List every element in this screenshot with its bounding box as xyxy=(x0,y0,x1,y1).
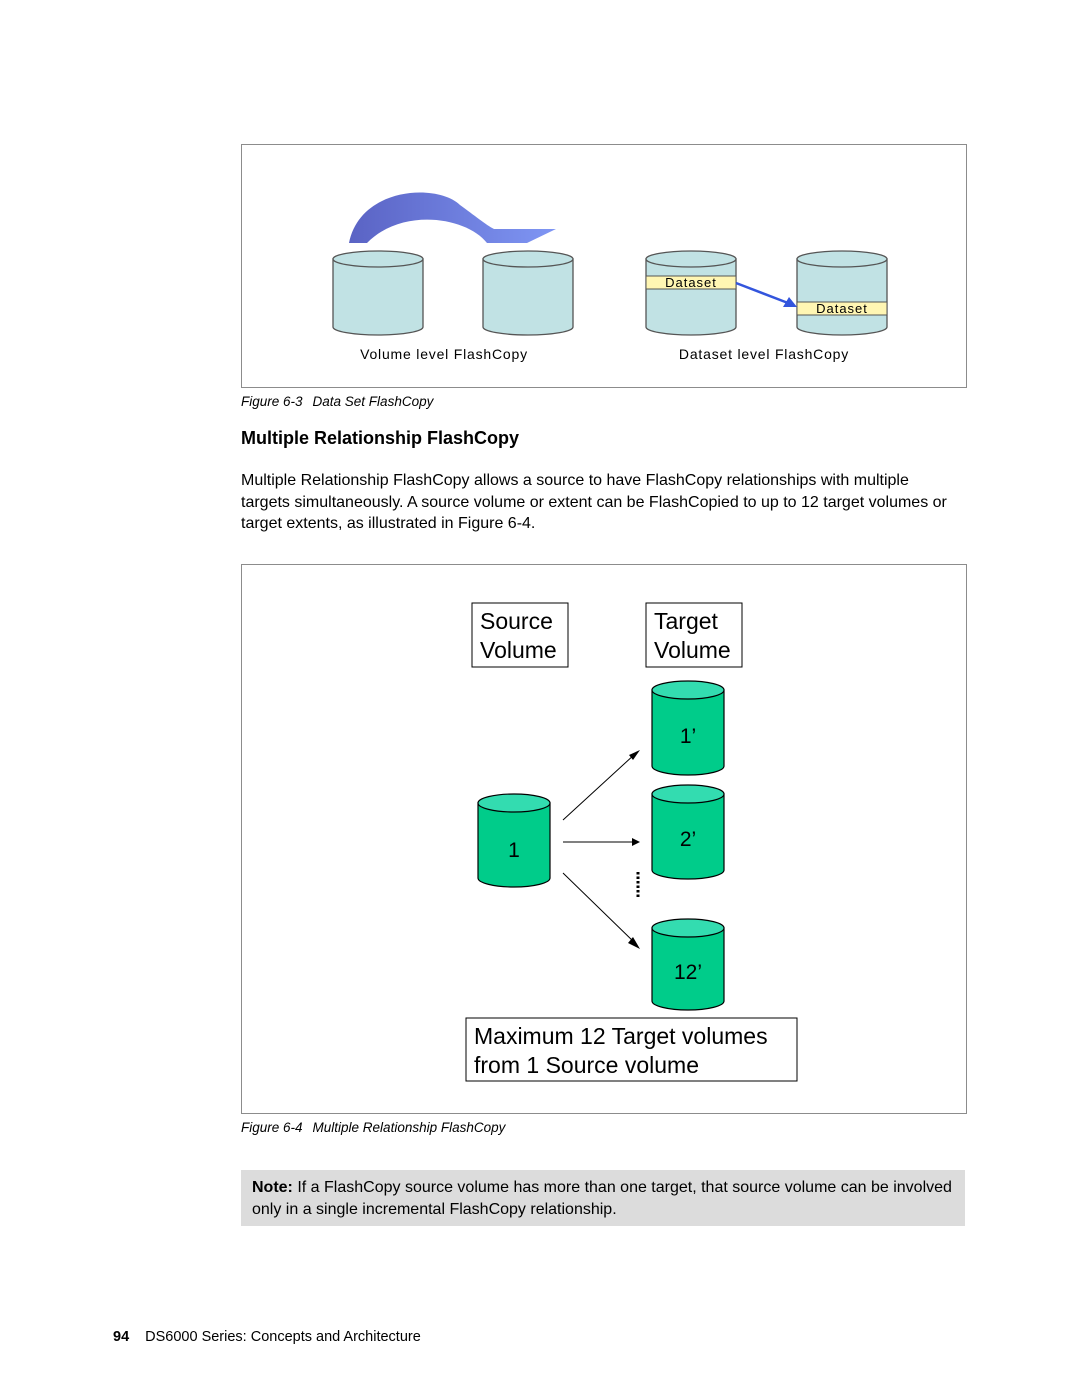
target-cylinder-2 xyxy=(652,785,724,879)
note-box xyxy=(241,1170,965,1226)
figure-6-3-caption xyxy=(241,394,433,409)
figure-6-4-title: Multiple Relationship FlashCopy xyxy=(312,1120,506,1135)
maximum-line-1: Maximum 12 Target volumes xyxy=(474,1023,768,1049)
dataset-cylinder-source xyxy=(646,251,736,335)
target-cylinder-1 xyxy=(652,681,724,775)
page-footer xyxy=(113,1329,421,1345)
figure-6-3-number: Figure 6-3 xyxy=(241,394,303,409)
target-cylinder-12 xyxy=(652,919,724,1010)
source-cylinder xyxy=(478,794,550,887)
target-cylinder-2-label: 2’ xyxy=(679,828,697,851)
page-number: 94 xyxy=(113,1329,130,1345)
book-title: DS6000 Series: Concepts and Architecture xyxy=(145,1329,421,1345)
figure-multiple-relationship xyxy=(241,564,967,1114)
volume-cylinder-target xyxy=(483,251,573,335)
volume-copy-arrow xyxy=(349,193,556,243)
source-volume-line-2: Volume xyxy=(480,637,557,663)
dataset-cylinder-target xyxy=(797,251,887,335)
dataset-label-source: Dataset xyxy=(665,275,717,290)
source-volume-line-1: Source xyxy=(480,608,553,634)
figure-data-set-flashcopy-drawing xyxy=(242,145,966,387)
volume-level-label: Volume level FlashCopy xyxy=(360,346,528,362)
source-cylinder-label: 1 xyxy=(508,839,520,862)
target-volume-line-1: Target xyxy=(654,608,718,634)
maximum-line-2: from 1 Source volume xyxy=(474,1052,699,1078)
note-label: Note: xyxy=(252,1179,293,1196)
figure-6-4-number: Figure 6-4 xyxy=(241,1120,303,1135)
figure-6-3-title: Data Set FlashCopy xyxy=(312,394,434,409)
figure-multiple-relationship-drawing xyxy=(242,565,966,1113)
target-volume-line-2: Volume xyxy=(654,637,731,663)
figure-6-4-caption xyxy=(241,1120,505,1135)
figure-data-set-flashcopy xyxy=(241,144,967,388)
dataset-label-target: Dataset xyxy=(816,301,868,316)
arrow-to-target-2-head xyxy=(632,838,640,846)
target-cylinder-12-label: 12’ xyxy=(673,961,703,984)
note-text: If a FlashCopy source volume has more than one target, that source volume can be involved only in a single incremental FlashCopy relationship. xyxy=(252,1179,952,1218)
dataset-level-label: Dataset level FlashCopy xyxy=(678,346,850,362)
target-cylinder-1-label: 1’ xyxy=(679,725,697,748)
arrow-to-target-12-head xyxy=(628,937,640,949)
section-paragraph: Multiple Relationship FlashCopy allows a source to have FlashCopy relationships with multiple targets simultaneously. A source volume or extent can be FlashCopied to up to 12 target volumes or target extents, as illustrated in Figure 6-4. xyxy=(241,472,947,532)
section-heading: Multiple Relationship FlashCopy xyxy=(241,428,520,448)
volume-cylinder-source xyxy=(333,251,423,335)
